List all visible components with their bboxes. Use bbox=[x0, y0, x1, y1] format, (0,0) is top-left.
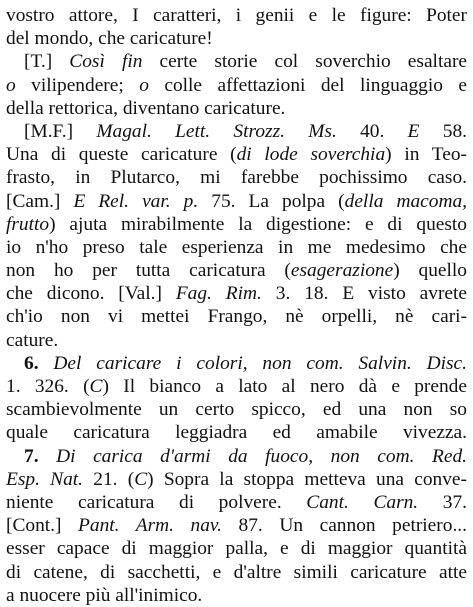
text-segment: 7. bbox=[24, 445, 57, 467]
text-line-9 bbox=[6, 190, 467, 213]
text-segment: [M.F.] bbox=[24, 120, 97, 142]
text-segment: esser capace di maggior palla, e di maggior quantità bbox=[6, 538, 467, 560]
text-line-22 bbox=[6, 491, 467, 514]
text-segment: del mondo, che caricature! bbox=[6, 28, 213, 50]
text-segment: Magal. Lett. Strozz. Ms. bbox=[96, 120, 337, 142]
text-line-8 bbox=[6, 166, 467, 189]
text-segment: [T.] bbox=[24, 51, 70, 73]
text-segment: ) Il bianco a lato al nero dà e prende bbox=[102, 376, 467, 397]
text-segment: vostro attore, I caratteri, i genii e le figure: Poter bbox=[6, 5, 467, 26]
text-segment: 3. 18. E visto avrete bbox=[261, 283, 467, 305]
text-segment: Pant. Arm. nav. bbox=[78, 515, 222, 537]
text-line-10 bbox=[6, 213, 467, 236]
text-segment: Di carica d'armi da fuoco, non com. Red. bbox=[56, 445, 467, 467]
text-segment: colle affettazioni del linguaggio e bbox=[148, 74, 467, 96]
text-segment: scambievolmente un certo spicco, ed una non so bbox=[6, 399, 467, 421]
text-line-16 bbox=[6, 352, 467, 375]
text-segment: niente caricatura di polvere. bbox=[6, 491, 307, 513]
text-segment: Una di queste caricature ( bbox=[6, 144, 237, 166]
text-line-23 bbox=[6, 514, 467, 537]
text-segment: frasto, in Plutarco, mi farebbe pochissimo caso. bbox=[6, 167, 467, 189]
text-segment: vilipendere; bbox=[15, 74, 140, 96]
text-line-3 bbox=[6, 50, 467, 73]
text-segment: ch'io non vi mettei Frango, nè orpelli, nè cari- bbox=[6, 306, 467, 328]
text-line-4 bbox=[6, 74, 467, 97]
text-segment: 75. La polpa ( bbox=[198, 190, 345, 212]
text-segment: io n'ho preso tale esperienza in me medesimo che bbox=[6, 236, 467, 258]
text-segment: Cant. Carn. bbox=[306, 491, 419, 513]
text-segment: a nuocere più all'inimico. bbox=[6, 584, 203, 606]
text-segment: ) ajuta mirabilmente la digestione: e di questo bbox=[49, 213, 467, 235]
text-segment: non ho per tutta caricatura ( bbox=[6, 260, 291, 282]
text-segment: ) in Teo- bbox=[385, 144, 467, 166]
text-segment: frutto bbox=[6, 213, 50, 235]
text-segment: 6. bbox=[24, 352, 54, 374]
text-segment: 37. bbox=[418, 491, 467, 513]
text-segment: esagerazione bbox=[290, 260, 394, 282]
text-segment: [Cam.] bbox=[6, 190, 74, 212]
text-segment: che dicono. [Val.] bbox=[6, 283, 176, 305]
text-segment: ) quello bbox=[393, 260, 467, 282]
text-line-14 bbox=[6, 305, 467, 328]
text-segment: C bbox=[89, 376, 103, 397]
text-line-19 bbox=[6, 421, 467, 444]
text-segment: Fag. Rim. bbox=[175, 283, 262, 305]
text-segment: o bbox=[6, 74, 16, 96]
text-line-12 bbox=[6, 259, 467, 282]
text-segment: di lode soverchia bbox=[236, 144, 386, 166]
text-line-11 bbox=[6, 236, 467, 259]
text-line-21 bbox=[6, 468, 467, 491]
text-line-18 bbox=[6, 398, 467, 421]
text-segment: certe storie col soverchio esaltare bbox=[142, 51, 467, 73]
text-line-13 bbox=[6, 282, 467, 305]
text-line-15 bbox=[6, 329, 467, 352]
text-segment: 40. bbox=[336, 120, 408, 142]
text-segment: ) Sopra la stoppa metteva una conve- bbox=[147, 468, 467, 490]
text-line-20 bbox=[6, 445, 467, 468]
text-segment: della macoma, bbox=[344, 190, 467, 212]
text-segment: [Cont.] bbox=[6, 515, 79, 537]
text-segment: Del caricare i colori, non com. Salvin. Disc. bbox=[53, 352, 467, 374]
text-line-25 bbox=[6, 561, 467, 584]
text-segment: 21. ( bbox=[83, 468, 135, 490]
text-line-17 bbox=[6, 375, 467, 398]
text-line-1 bbox=[6, 4, 467, 27]
text-segment: Così fin bbox=[69, 51, 143, 73]
text-segment: quale caricatura leggiadra ed amabile vivezza. bbox=[6, 422, 467, 444]
text-line-5 bbox=[6, 97, 467, 120]
text-segment: della rettorica, diventano caricature. bbox=[6, 97, 286, 119]
text-line-2 bbox=[6, 27, 467, 50]
text-segment: cature. bbox=[6, 329, 59, 351]
text-segment: E Rel. var. p. bbox=[73, 190, 199, 212]
text-line-7 bbox=[6, 143, 467, 166]
text-segment: 87. Un cannon petriero... bbox=[221, 515, 467, 537]
text-segment: C bbox=[134, 468, 148, 490]
text-segment: E bbox=[407, 120, 420, 142]
text-segment: di catene, di sacchetti, e d'altre simili caricature atte bbox=[6, 561, 467, 583]
text-segment: 58. bbox=[419, 120, 467, 142]
text-line-6 bbox=[6, 120, 467, 143]
text-segment: o bbox=[139, 74, 149, 96]
text-segment: Esp. Nat. bbox=[6, 468, 84, 490]
text-line-24 bbox=[6, 537, 467, 560]
text-segment: 1. 326. ( bbox=[6, 376, 90, 397]
text-line-26 bbox=[6, 584, 467, 607]
